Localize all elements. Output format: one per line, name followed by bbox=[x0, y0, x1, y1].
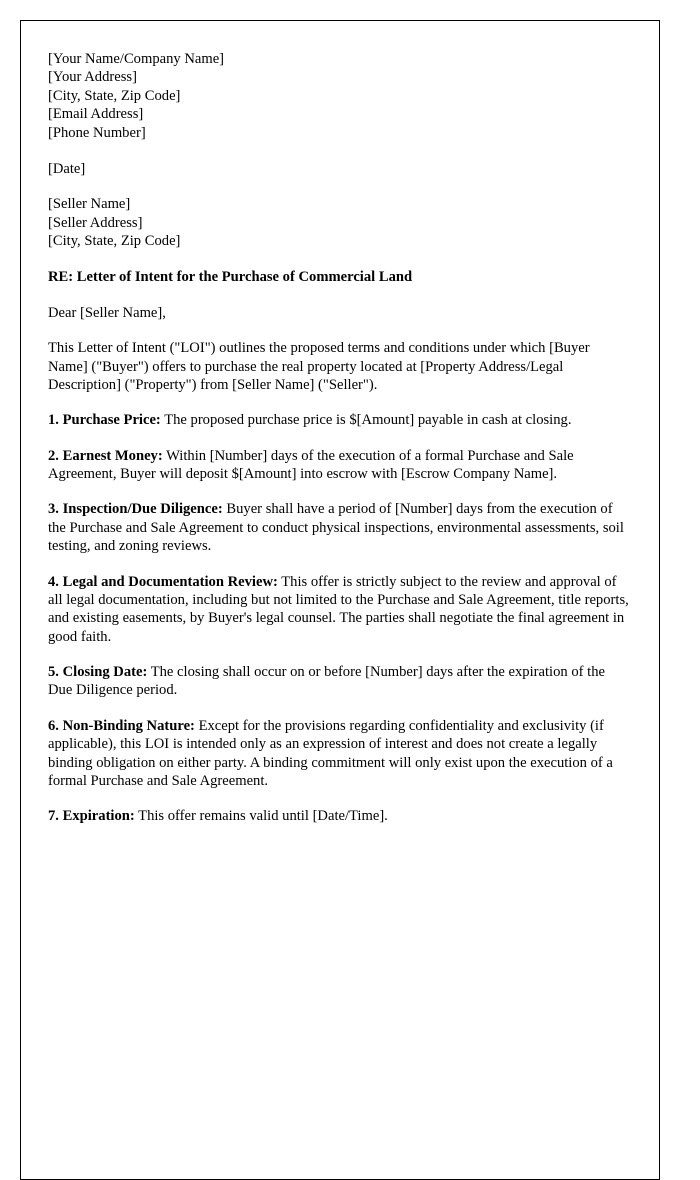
clause-closing-date-text: The closing shall occur on or before [Number] days after the expiration of the Due Diligence period. bbox=[48, 664, 605, 699]
recipient-name-line: [Seller Name] bbox=[48, 196, 131, 213]
sender-phone-line: [Phone Number] bbox=[48, 124, 146, 141]
clause-inspection-due-diligence-label: 3. Inspection/Due Diligence: bbox=[48, 501, 223, 518]
clause-inspection-due-diligence-text: Buyer shall have a period of [Number] days from the execution of the Purchase and Sale Agreement to conduct physical inspections, environmental assessments, soil testing, and zoning reviews. bbox=[48, 501, 624, 555]
sender-address-line: [Your Address] bbox=[48, 69, 137, 86]
clause-expiration-label: 7. Expiration: bbox=[48, 808, 135, 825]
clause-non-binding-nature-label: 6. Non-Binding Nature: bbox=[48, 717, 195, 734]
clause-legal-documentation-review-text: This offer is strictly subject to the review and approval of all legal documentation, including but not limited to the Purchase and Sale Agreement, title reports, and existing easements, by Buyer's legal counsel. The parties shall negotiate the final agreement in good faith. bbox=[48, 573, 629, 645]
recipient-city-line: [City, State, Zip Code] bbox=[48, 233, 181, 249]
letter-page bbox=[20, 20, 660, 1180]
clause-closing-date bbox=[48, 663, 632, 700]
date-line: [Date] bbox=[48, 160, 86, 177]
subject-line: RE: Letter of Intent for the Purchase of Commercial Land bbox=[48, 269, 413, 286]
clause-expiration-text: This offer remains valid until [Date/Time]. bbox=[138, 808, 388, 825]
sender-address-block bbox=[48, 50, 632, 142]
intro-paragraph: This Letter of Intent ("LOI") outlines the proposed terms and conditions under which [Buyer Name] ("Buyer") offers to purchase the real property located at [Property Address/Legal Description] ("Property") from [Seller Name] ("Seller"). bbox=[48, 340, 590, 393]
sender-email-line: [Email Address] bbox=[48, 106, 144, 123]
clause-expiration bbox=[48, 807, 632, 825]
sender-name-line: [Your Name/Company Name] bbox=[48, 51, 225, 67]
clause-legal-documentation-review bbox=[48, 573, 632, 647]
clause-legal-documentation-review-label: 4. Legal and Documentation Review: bbox=[48, 573, 278, 590]
clause-closing-date-label: 5. Closing Date: bbox=[48, 664, 148, 680]
recipient-address-line: [Seller Address] bbox=[48, 214, 143, 231]
clause-earnest-money bbox=[48, 447, 632, 484]
clause-purchase-price-label: 1. Purchase Price: bbox=[48, 412, 161, 429]
clause-purchase-price bbox=[48, 411, 632, 429]
recipient-address-block bbox=[48, 195, 632, 250]
clause-earnest-money-text: Within [Number] days of the execution of a formal Purchase and Sale Agreement, Buyer will deposit $[Amount] into escrow with [Escrow Company Name]. bbox=[48, 447, 574, 482]
clause-inspection-due-diligence bbox=[48, 500, 632, 555]
clause-purchase-price-text: The proposed purchase price is $[Amount] payable in cash at closing. bbox=[164, 412, 572, 429]
clause-non-binding-nature bbox=[48, 717, 632, 791]
clause-non-binding-nature-text: Except for the provisions regarding confidentiality and exclusivity (if applicable), this LOI is intended only as an expression of interest and does not create a legally binding obligation on either party. A binding commitment will only exist upon the execution of a formal Purchase and Sale Agreement. bbox=[48, 717, 613, 789]
clause-earnest-money-label: 2. Earnest Money: bbox=[48, 447, 163, 464]
sender-city-line: [City, State, Zip Code] bbox=[48, 87, 181, 104]
salutation: Dear [Seller Name], bbox=[48, 304, 166, 321]
